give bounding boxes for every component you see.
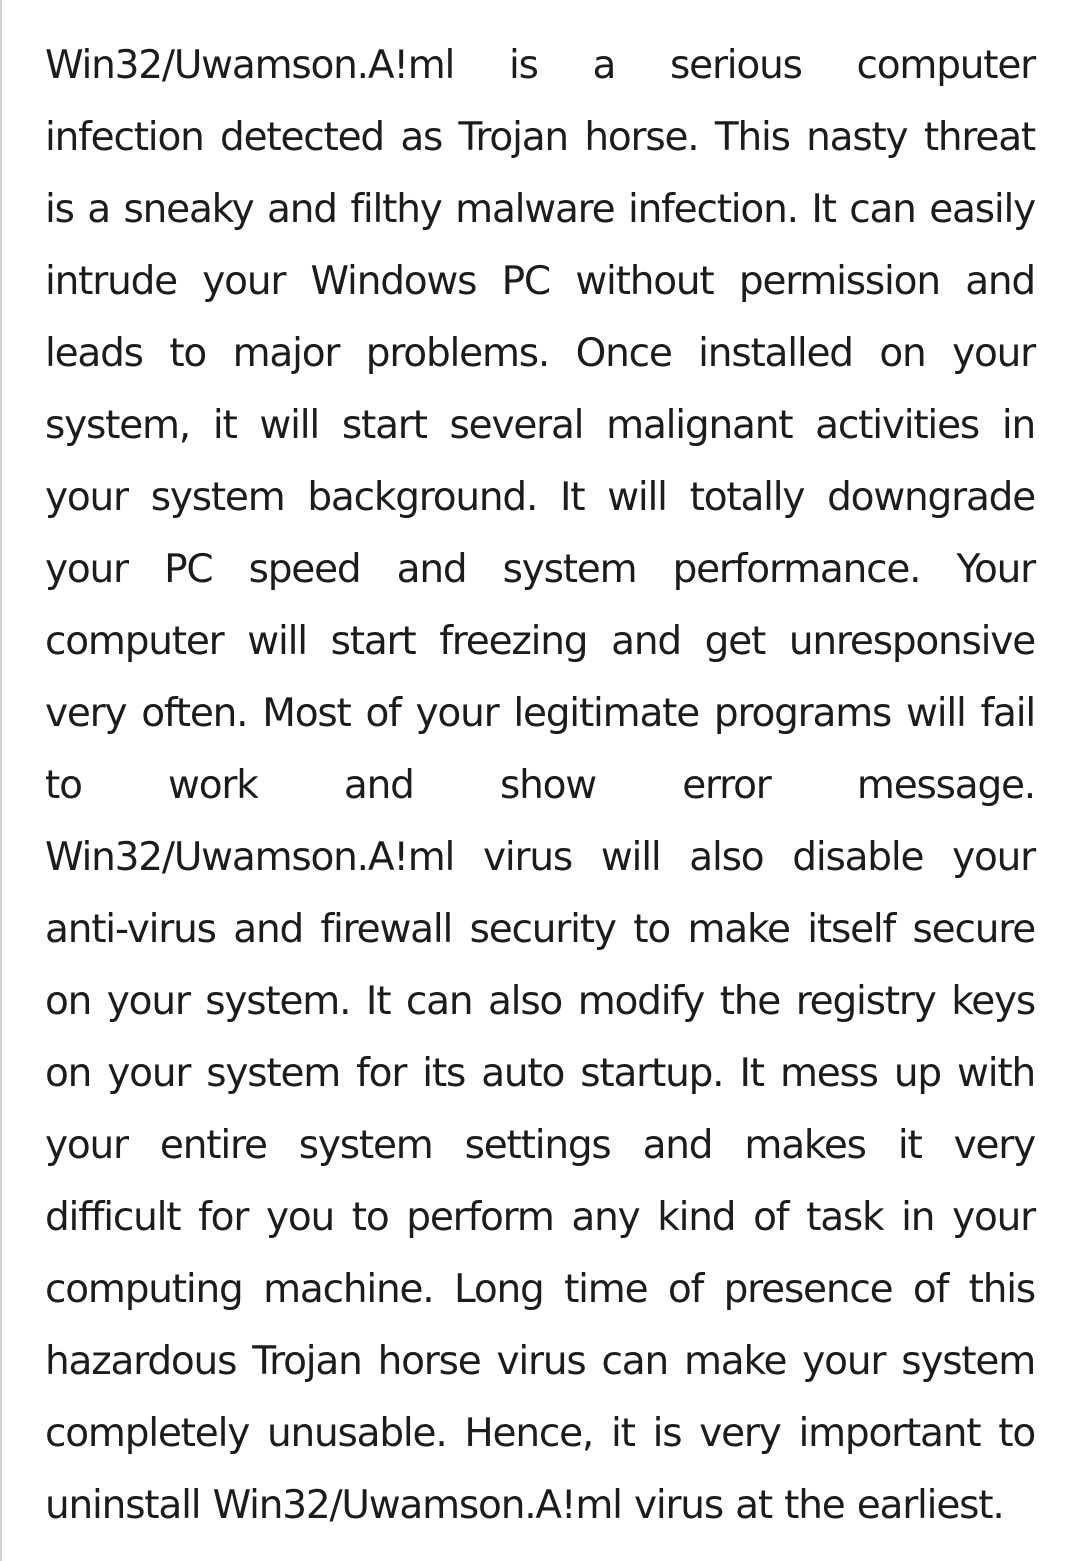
page-left-border	[0, 0, 2, 1561]
article-line: hazardous Trojan horse virus can make your system	[45, 1339, 1035, 1384]
article-line: anti-virus and firewall security to make itself secure	[45, 907, 1035, 952]
article-line: leads to major problems. Once installed on your	[45, 331, 1035, 376]
article-body	[45, 30, 1035, 1542]
article-line: completely unusable. Hence, it is very important to	[45, 1411, 1035, 1456]
article-line: is a sneaky and filthy malware infection. It can easily	[45, 187, 1035, 232]
article-line: on your system. It can also modify the registry keys	[45, 979, 1035, 1024]
article-line: your PC speed and system performance. Your	[45, 547, 1035, 592]
article-line: Win32/Uwamson.A!ml virus will also disable your	[45, 835, 1035, 880]
article-line: uninstall Win32/Uwamson.A!ml virus at the earliest.	[45, 1483, 1004, 1528]
article-line: your system background. It will totally downgrade	[45, 475, 1035, 520]
article-line: system, it will start several malignant activities in	[45, 403, 1035, 448]
article-line: infection detected as Trojan horse. This nasty threat	[45, 115, 1035, 160]
article-line: to work and show error message.	[45, 763, 1035, 808]
article-line: very often. Most of your legitimate programs will fail	[45, 691, 1035, 736]
article-line: intrude your Windows PC without permission and	[45, 259, 1035, 304]
article-line: difficult for you to perform any kind of task in your	[45, 1195, 1035, 1240]
article-line: your entire system settings and makes it very	[45, 1123, 1035, 1168]
article-line: computing machine. Long time of presence of this	[45, 1267, 1035, 1312]
article-line: Win32/Uwamson.A!ml is a serious computer	[45, 43, 1035, 88]
article-line: computer will start freezing and get unresponsive	[45, 619, 1035, 664]
article-line: on your system for its auto startup. It mess up with	[45, 1051, 1035, 1096]
